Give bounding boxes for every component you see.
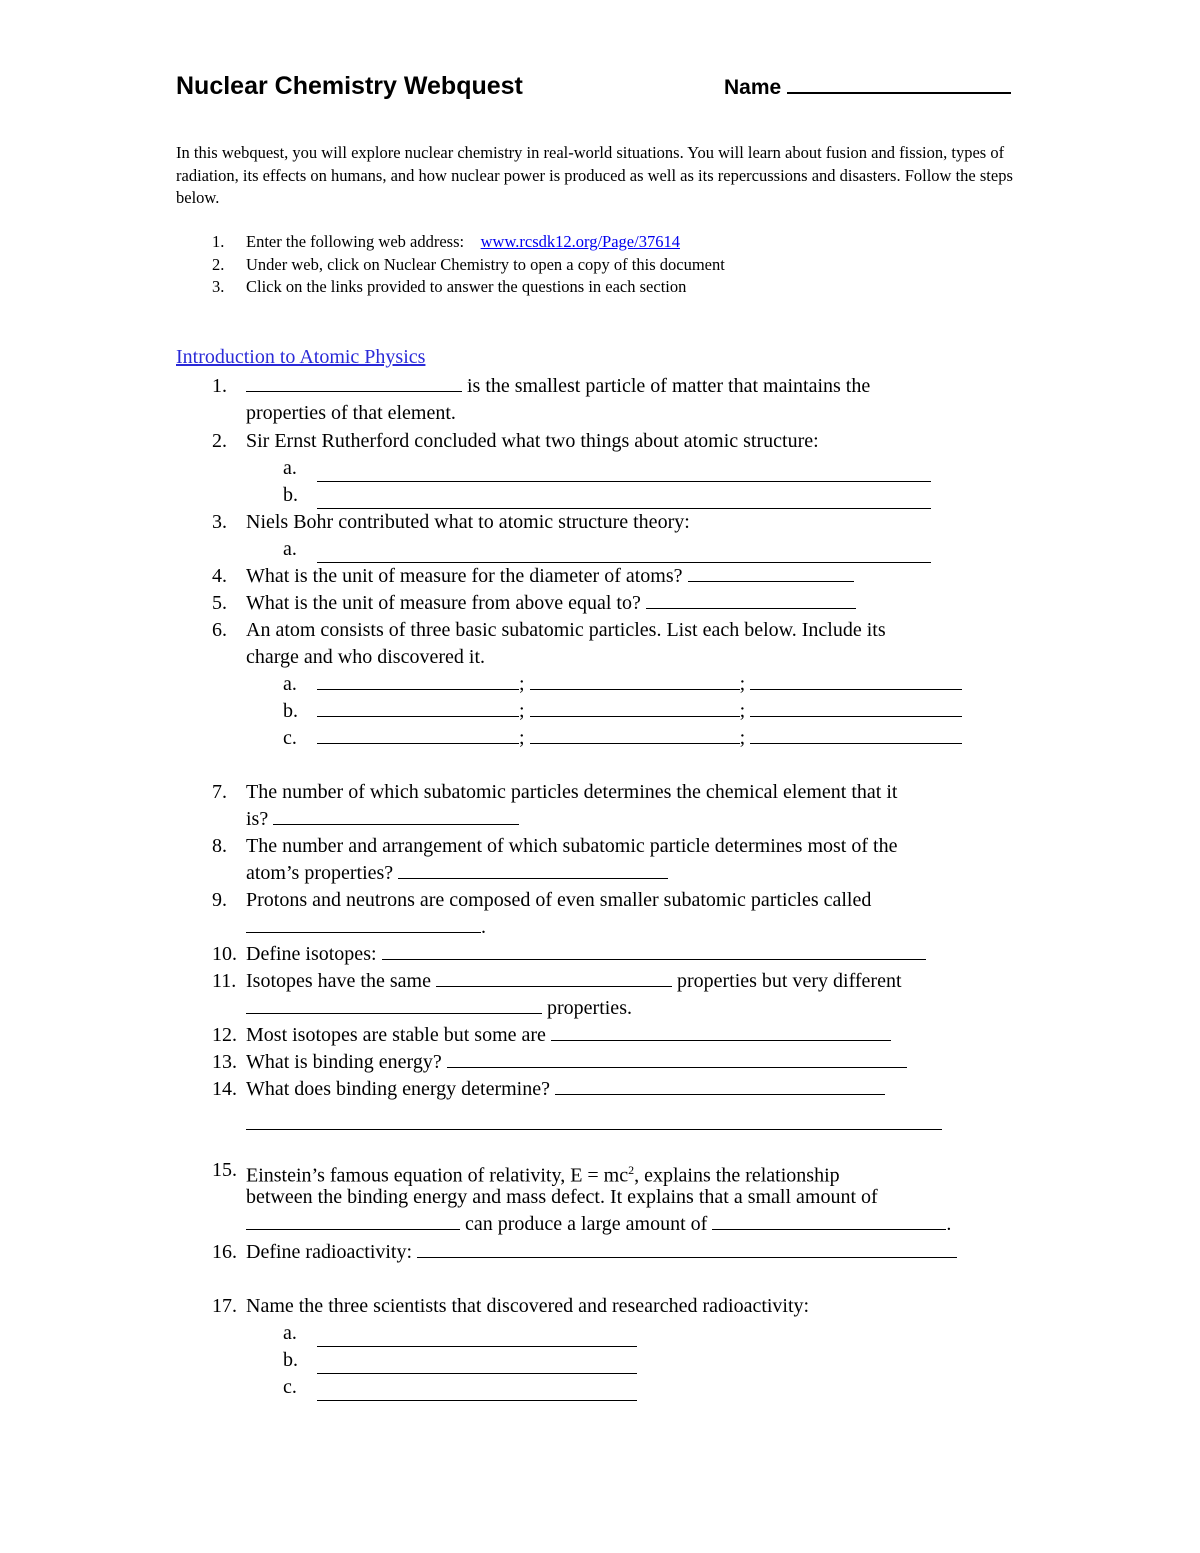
- answer-blank[interactable]: [317, 1399, 637, 1401]
- sub-label: a.: [283, 538, 297, 560]
- question-text-cont: charge and who discovered it.: [246, 646, 485, 668]
- question-number: 9.: [212, 889, 227, 911]
- answer-blank[interactable]: [530, 699, 740, 717]
- question-text: What is binding energy?: [246, 1051, 442, 1073]
- step-number: 3.: [212, 277, 225, 296]
- question-text-mid: , explains the relationship: [634, 1164, 840, 1187]
- question-text-cont: atom’s properties?: [246, 862, 394, 884]
- name-blank[interactable]: [787, 76, 1011, 94]
- q17-answer-a: [283, 1320, 297, 1347]
- question-text: Protons and neutrons are composed of even smaller subatomic particles called: [246, 889, 872, 911]
- question-text: Name the three scientists that discovered and researched radioactivity:: [246, 1295, 810, 1317]
- question-text-cont2: can produce a large amount of: [465, 1213, 708, 1235]
- question-text: Niels Bohr contributed what to atomic structure theory:: [246, 511, 690, 533]
- answer-blank[interactable]: [551, 1023, 891, 1041]
- q2-answer-a: [283, 455, 297, 482]
- page-title: Nuclear Chemistry Webquest: [176, 72, 523, 100]
- q3-answer-a: [283, 536, 297, 563]
- question-text-cont: .: [481, 916, 486, 938]
- answer-blank[interactable]: [436, 969, 672, 987]
- answer-blank[interactable]: [246, 1212, 460, 1230]
- answer-blank[interactable]: [273, 807, 519, 825]
- answer-blank[interactable]: [646, 591, 856, 609]
- intro-paragraph: In this webquest, you will explore nuclear chemistry in real-world situations. You will learn about fusion and fission, types of radiation, its effects on humans, and how nuclear power is produced as well as its repercussions and disasters. Follow the steps below.: [176, 143, 1013, 207]
- sub-label: b.: [283, 1349, 298, 1371]
- question-text: is the smallest particle of matter that maintains the: [467, 375, 871, 397]
- step-text: Enter the following web address:: [246, 232, 465, 251]
- answer-blank[interactable]: [246, 1128, 942, 1130]
- question-text-cont: properties.: [547, 997, 632, 1019]
- name-field: [724, 76, 1011, 100]
- question-number: 8.: [212, 835, 227, 857]
- answer-blank[interactable]: [688, 564, 854, 582]
- question-text: The number of which subatomic particles determines the chemical element that it: [246, 781, 898, 803]
- web-address-link[interactable]: www.rcsdk12.org/Page/37614: [480, 232, 680, 251]
- separator: ;: [739, 727, 746, 749]
- answer-blank[interactable]: [317, 726, 519, 744]
- answer-blank[interactable]: [317, 699, 519, 717]
- step-number: 2.: [212, 254, 225, 274]
- period: .: [946, 1213, 952, 1235]
- sub-label: b.: [283, 484, 298, 506]
- question-number: 3.: [212, 511, 227, 533]
- sub-label: b.: [283, 700, 298, 722]
- question-number: 2.: [212, 430, 227, 452]
- question-text: What is the unit of measure from above equal to?: [246, 592, 641, 614]
- separator: ;: [519, 727, 525, 749]
- separator: ;: [739, 700, 746, 722]
- question-text: Einstein’s famous equation of relativity, E = mc: [246, 1164, 629, 1187]
- question-text: Sir Ernst Rutherford concluded what two things about atomic structure:: [246, 430, 819, 452]
- answer-blank[interactable]: [398, 861, 668, 879]
- question-text: An atom consists of three basic subatomic particles. List each below. Include its: [246, 619, 886, 641]
- question-number: 1.: [212, 375, 227, 397]
- question-text: The number and arrangement of which subatomic particle determines most of the: [246, 835, 898, 857]
- q17-answer-b: [283, 1347, 298, 1374]
- question-text: Define radioactivity:: [246, 1241, 413, 1263]
- question-number: 6.: [212, 619, 227, 641]
- question-text: Isotopes have the same: [246, 970, 431, 992]
- question-text-mid: properties but very different: [676, 970, 902, 992]
- answer-blank[interactable]: [750, 699, 962, 717]
- question-text-cont: between the binding energy and mass defect. It explains that a small amount of: [246, 1186, 878, 1208]
- answer-blank[interactable]: [317, 672, 519, 690]
- answer-blank[interactable]: [246, 915, 481, 933]
- superscript: 2: [628, 1163, 635, 1177]
- answer-blank[interactable]: [530, 726, 740, 744]
- sub-label: c.: [283, 727, 297, 749]
- answer-blank[interactable]: [246, 374, 462, 392]
- answer-blank[interactable]: [555, 1077, 885, 1095]
- section-link-intro-atomic-physics[interactable]: Introduction to Atomic Physics: [176, 346, 426, 368]
- question-text: What does binding energy determine?: [246, 1078, 550, 1100]
- sub-label: a.: [283, 1322, 297, 1344]
- step-text: Click on the links provided to answer the questions in each section: [246, 277, 687, 296]
- question-number: 14.: [212, 1078, 237, 1100]
- name-label: Name: [724, 76, 782, 99]
- question-number: 15.: [212, 1159, 237, 1181]
- answer-blank[interactable]: [382, 942, 926, 960]
- question-number: 7.: [212, 781, 227, 803]
- answer-blank[interactable]: [750, 726, 962, 744]
- question-number: 13.: [212, 1051, 237, 1073]
- answer-blank[interactable]: [417, 1240, 957, 1258]
- sub-label: a.: [283, 457, 297, 479]
- question-number: 17.: [212, 1295, 237, 1317]
- question-number: 11.: [212, 970, 237, 992]
- q17-answer-c: [283, 1374, 297, 1401]
- step-text: Under web, click on Nuclear Chemistry to open a copy of this document: [246, 254, 725, 274]
- question-text-cont: is?: [246, 808, 269, 830]
- question-text: Most isotopes are stable but some are: [246, 1024, 546, 1046]
- answer-blank[interactable]: [530, 672, 740, 690]
- answer-blank[interactable]: [317, 480, 931, 482]
- sub-label: a.: [283, 673, 297, 695]
- separator: ;: [519, 673, 525, 695]
- question-number: 12.: [212, 1024, 237, 1046]
- question-number: 16.: [212, 1241, 237, 1263]
- sub-label: c.: [283, 1376, 297, 1398]
- answer-blank[interactable]: [317, 1345, 637, 1347]
- separator: ;: [739, 673, 746, 695]
- question-text: What is the unit of measure for the diameter of atoms?: [246, 565, 683, 587]
- separator: ;: [519, 700, 525, 722]
- question-text-cont: properties of that element.: [246, 402, 456, 424]
- question-number: 10.: [212, 943, 237, 965]
- answer-blank[interactable]: [750, 672, 962, 690]
- question-text: Define isotopes:: [246, 943, 377, 965]
- step-number: 1.: [212, 232, 225, 251]
- answer-blank[interactable]: [712, 1212, 946, 1230]
- answer-blank[interactable]: [317, 1372, 637, 1374]
- question-number: 4.: [212, 565, 227, 587]
- q2-answer-b: [283, 482, 298, 509]
- question-number: 5.: [212, 592, 227, 614]
- answer-blank[interactable]: [447, 1050, 907, 1068]
- answer-blank[interactable]: [246, 996, 542, 1014]
